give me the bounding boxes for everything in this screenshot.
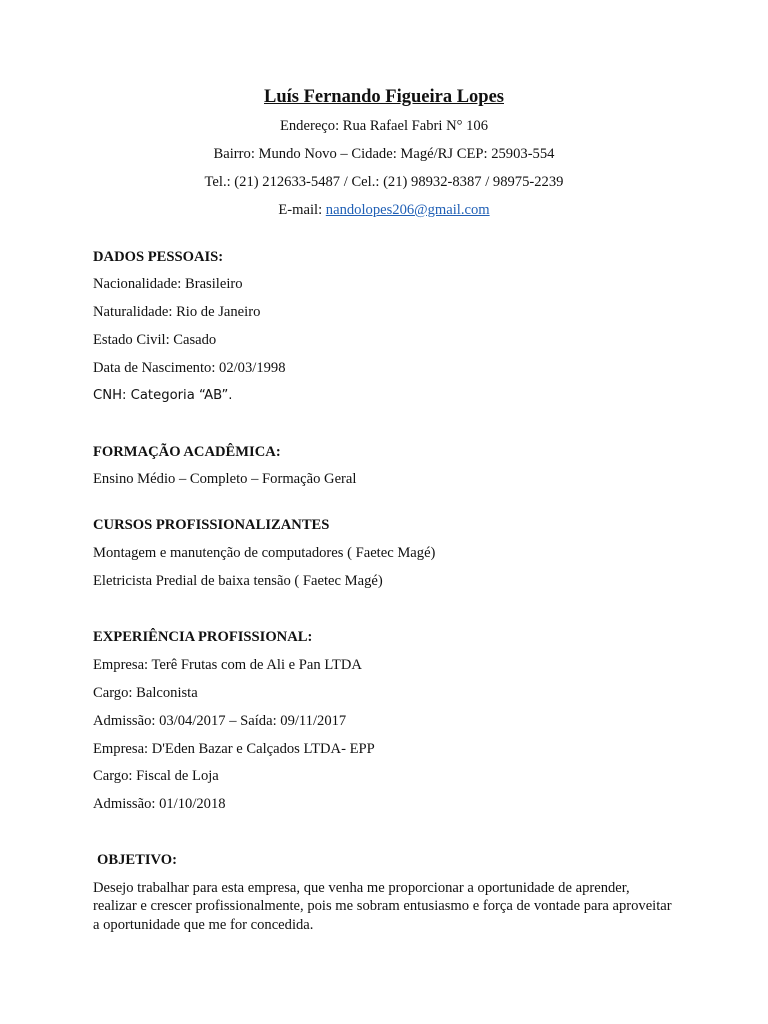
courses-heading: CURSOS PROFISSIONALIZANTES	[93, 517, 330, 533]
experience-dates: Admissão: 03/04/2017 – Saída: 09/11/2017	[93, 713, 347, 729]
experience-role: Cargo: Fiscal de Loja	[93, 768, 219, 784]
personal-heading: DADOS PESSOAIS:	[93, 249, 224, 265]
education-heading: FORMAÇÃO ACADÊMICA:	[93, 444, 281, 460]
experience-heading: EXPERIÊNCIA PROFISSIONAL:	[93, 629, 313, 645]
email-link[interactable]: nandolopes206@gmail.com	[325, 202, 490, 218]
driver-license: CNH: Categoria “AB”.	[93, 388, 233, 403]
marital-status: Estado Civil: Casado	[93, 332, 217, 348]
address-line: Endereço: Rua Rafael Fabri N° 106	[279, 118, 489, 134]
nationality: Nacionalidade: Brasileiro	[93, 276, 243, 292]
experience-company: Empresa: Terê Frutas com de Ali e Pan LTDA	[93, 657, 362, 673]
neighborhood-line: Bairro: Mundo Novo – Cidade: Magé/RJ CEP: 25903-554	[213, 146, 555, 162]
education-item: Ensino Médio – Completo – Formação Geral	[93, 471, 357, 487]
experience-company: Empresa: D'Eden Bazar e Calçados LTDA- EPP	[93, 741, 375, 757]
candidate-name: Luís Fernando Figueira Lopes	[263, 87, 504, 107]
email-line	[0, 201, 768, 219]
course-item: Eletricista Predial de baixa tensão ( Faetec Magé)	[93, 573, 383, 589]
experience-role: Cargo: Balconista	[93, 685, 198, 701]
experience-dates: Admissão: 01/10/2018	[93, 796, 226, 812]
objective-heading: OBJETIVO:	[97, 852, 177, 868]
email-label: E-mail:	[278, 202, 326, 218]
birthplace: Naturalidade: Rio de Janeiro	[93, 304, 261, 320]
phones-line: Tel.: (21) 212633-5487 / Cel.: (21) 98932-8387 / 98975-2239	[204, 174, 564, 190]
birth-date: Data de Nascimento: 02/03/1998	[93, 360, 286, 376]
course-item: Montagem e manutenção de computadores ( Faetec Magé)	[93, 545, 436, 561]
objective-text: Desejo trabalhar para esta empresa, que venha me proporcionar a oportunidade de aprender, realizar e crescer profissionalmente, pois me sobram entusiasmo e força de vontade para aproveitar a oportunidade que me for concedida.	[93, 880, 672, 933]
